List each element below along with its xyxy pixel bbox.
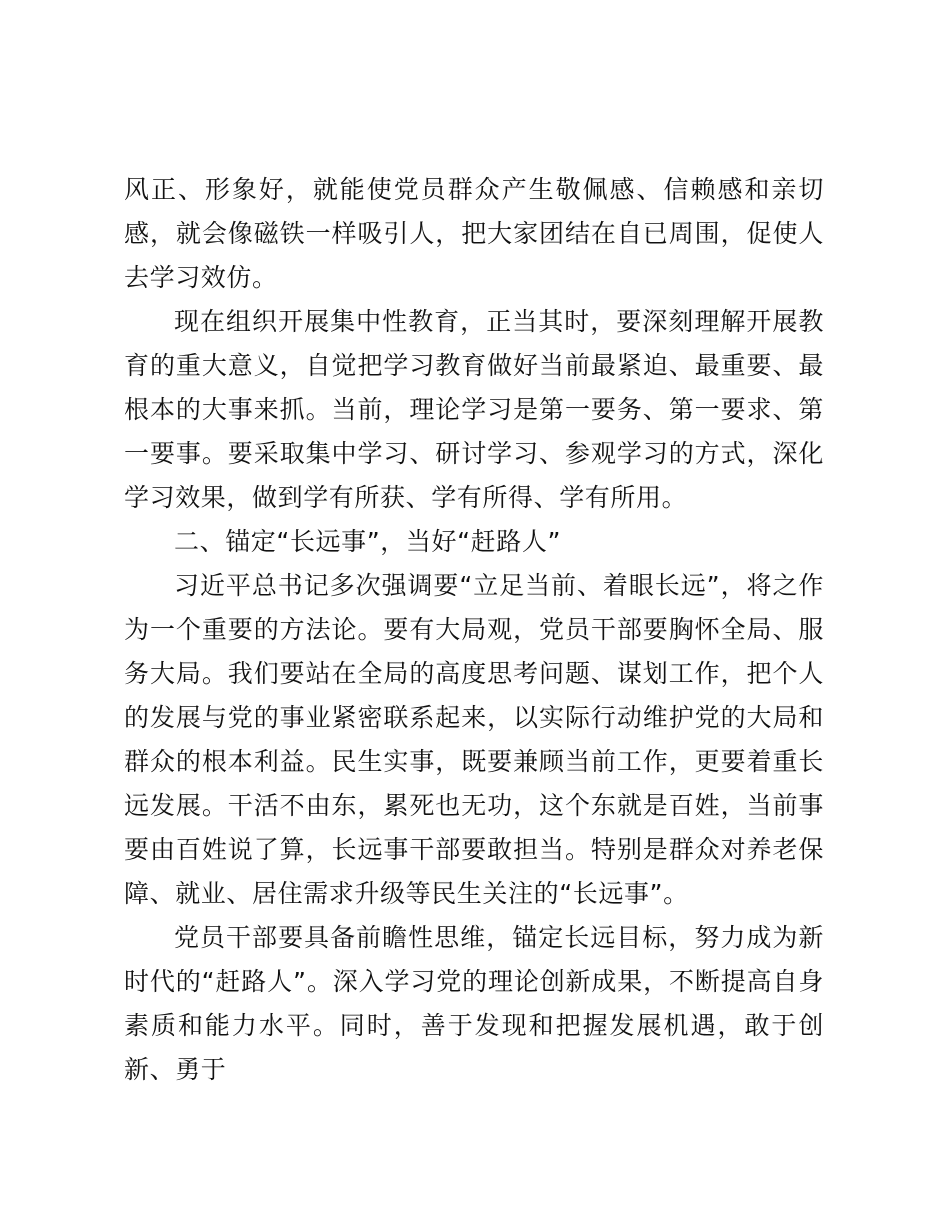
paragraph-focused-education: 现在组织开展集中性教育，正当其时，要深刻理解开展教育的重大意义，自觉把学习教育做好当前最紧迫、最重要、最根本的大事来抓。当前，理论学习是第一要务、第一要求、第一要事。要采取集中学习、研讨学习、参观学习的方式，深化学习效果，做到学有所获、学有所得、学有所用。 — [124, 307, 824, 512]
document-body — [124, 168, 824, 1092]
paragraph-continuation: 风正、形象好，就能使党员群众产生敬佩感、信赖感和亲切感，就会像磁铁一样吸引人，把大家团结在自已周围，促使人去学习效仿。 — [124, 175, 824, 292]
paragraph-forward-thinking: 党员干部要具备前瞻性思维，锚定长远目标，努力成为新时代的“赶路人”。深入学习党的理论创新成果，不断提高自身素质和能力水平。同时，善于发现和把握发展机遇，敢于创新、勇于 — [124, 923, 824, 1084]
section-heading: 二、锚定“长远事”，当好“赶路人” — [174, 527, 562, 556]
paragraph-long-term-view: 习近平总书记多次强调要“立足当前、着眼长远”，将之作为一个重要的方法论。要有大局观，党员干部要胸怀全局、服务大局。我们要站在全局的高度思考问题、谋划工作，把个人的发展与党的事业紧密联系起来，以实际行动维护党的大局和群众的根本利益。民生实事，既要兼顾当前工作，更要着重长远发展。干活不由东，累死也无功，这个东就是百姓，当前事要由百姓说了算，长远事干部要敢担当。特别是群众对养老保障、就业、居住需求升级等民生关注的“长远事”。 — [124, 571, 824, 908]
